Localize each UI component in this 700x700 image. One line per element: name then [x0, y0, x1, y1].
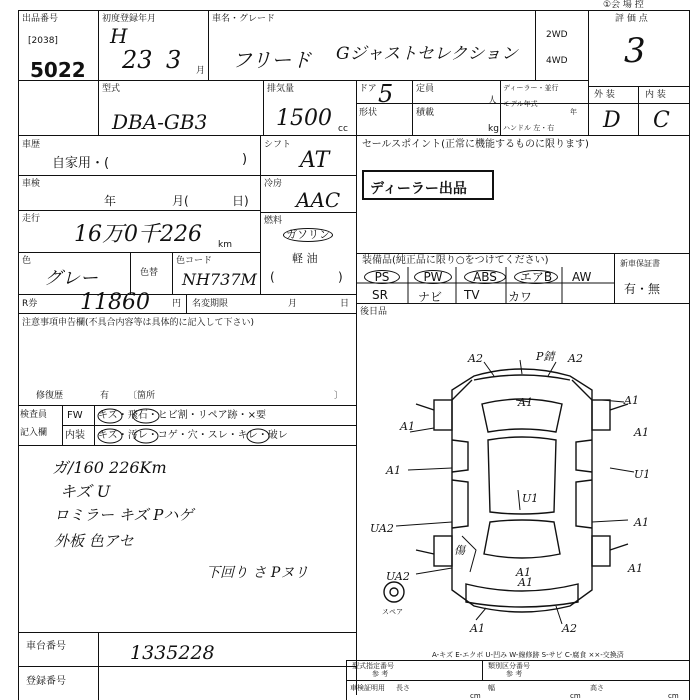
frame-left-line [18, 10, 19, 700]
mark-rear-gate: A1 [516, 566, 531, 579]
mark-rear-glass: A1 [518, 576, 533, 589]
lot-label: 出品番号 [22, 14, 59, 24]
transfer-month: 月 [288, 299, 298, 309]
car-diagram [356, 340, 689, 640]
model-name: フリード [232, 48, 312, 72]
note-line-2: キズ U [60, 482, 111, 501]
int-yogore-circle [134, 429, 158, 443]
pointer-rear [476, 490, 562, 624]
venue-label: ①会 場 控 [603, 0, 644, 10]
divider [346, 660, 689, 661]
recycle-value: 11860 [80, 290, 150, 315]
recycle-label: R券 [22, 299, 38, 309]
inspection-year: 年 [104, 194, 117, 208]
inspection-label: 車検 [22, 179, 41, 189]
spare-tire-hub [390, 588, 398, 596]
divider [18, 252, 260, 253]
interior-label: 内 装 [645, 90, 666, 100]
repair-place: 〔箇所 [128, 391, 156, 401]
fw-kizu-circle [98, 409, 122, 423]
mark-right-mirror: A1 [634, 426, 649, 439]
mark-right-rear-door: A1 [634, 516, 649, 529]
sales-point-label: セールスポイント(正常に機能するものに限ります) [362, 139, 589, 150]
right-rear-door [576, 480, 592, 528]
later-label: 後日品 [360, 307, 388, 317]
mark-front-rust: P錆 [536, 350, 555, 363]
front-right-wheel [592, 400, 610, 430]
lot-number: 5022 [30, 58, 86, 82]
sales-point-tag-text: ディーラー出品 [370, 181, 467, 197]
month-unit: 月 [196, 66, 206, 76]
frame-right-line [689, 10, 690, 700]
divider [172, 252, 173, 294]
equip-pw[interactable]: PW [414, 270, 452, 284]
class-cert-label: 類別区分番号 [488, 662, 530, 670]
divider [18, 666, 356, 667]
equip-leather[interactable]: カワ [508, 290, 533, 304]
dealer-label: ディーラー・並行 [503, 84, 559, 92]
mileage-label: 走行 [22, 214, 41, 224]
cooling-label: 冷房 [264, 179, 283, 189]
color-code-label: 色コード [176, 256, 213, 266]
equip-sr[interactable]: SR [372, 288, 388, 302]
length-label: 長さ [396, 684, 410, 692]
mark-front-right: A2 [568, 352, 583, 365]
equip-aw[interactable]: AW [572, 270, 592, 284]
spare-label: スペア [382, 608, 403, 616]
history-close: ) [242, 152, 248, 167]
fuel-label: 燃料 [264, 216, 283, 226]
exterior-score: D [603, 108, 621, 133]
exterior-label: 外 装 [594, 90, 615, 100]
color-label: 色 [22, 256, 32, 266]
equipment-grid [356, 253, 689, 303]
class-cert-ref: 参 考 [506, 670, 523, 678]
divider [346, 680, 689, 681]
type-cert-label: 型式指定番号 [352, 662, 394, 670]
repair-label: 修復歴 [36, 391, 64, 401]
note-line-1: ガ/160 226Km [52, 458, 167, 477]
sales-point-tag [362, 170, 494, 200]
first-reg-label: 初度登録年月 [102, 14, 157, 24]
cert-size-label: 車検証明用 [350, 684, 385, 692]
displacement-value: 1500 [276, 106, 332, 131]
mark-roof: U1 [522, 492, 539, 505]
note-line-4: 外板 色アセ [54, 532, 134, 550]
divider [535, 10, 536, 80]
divider [346, 660, 347, 700]
divider [18, 135, 689, 136]
door-label: ドア [359, 84, 377, 94]
divider [588, 10, 589, 135]
inspector-label-1: 検査員 [20, 410, 48, 420]
transfer-label: 名変期限 [192, 299, 229, 309]
displacement-label: 排気量 [267, 84, 295, 94]
mark-rear-right: A2 [562, 622, 577, 635]
registration-label: 登録番号 [26, 676, 66, 687]
era-value: H [110, 24, 128, 48]
fuel-gasoline-circle: ガソリン [283, 228, 333, 242]
fw-tobiishi-circle [133, 409, 159, 423]
right-front-door [576, 440, 592, 472]
rear-left-wheel [434, 536, 452, 566]
divider [18, 313, 356, 314]
width-label: 幅 [488, 684, 495, 692]
divider [18, 632, 356, 633]
mark-left-mirror: A1 [400, 420, 415, 433]
history-label: 車歴 [22, 140, 41, 150]
equip-ps[interactable]: PS [364, 270, 400, 284]
divider [18, 294, 356, 295]
divider [260, 135, 261, 295]
equip-navi[interactable]: ナビ [418, 290, 443, 304]
shift-value: AT [300, 148, 330, 173]
drive-2wd: 2WD [546, 30, 568, 40]
divider [18, 210, 260, 211]
divider [356, 80, 357, 135]
height-unit: cm [668, 692, 679, 700]
width-unit: cm [570, 692, 581, 700]
equip-abs[interactable]: ABS [464, 270, 506, 284]
model-label: 車名・グレード [212, 14, 276, 24]
note-line-5: 下回り さ Pヌリ [206, 565, 309, 581]
load-unit: kg [488, 124, 499, 134]
fw-label: FW [67, 410, 83, 421]
front-bumper [474, 375, 570, 380]
divider [98, 10, 99, 135]
pointer-sides [396, 400, 634, 574]
inspection-month: 月( [172, 194, 189, 208]
equip-tv[interactable]: TV [464, 288, 480, 302]
transfer-day: 日 [340, 299, 350, 309]
capacity-unit: 人 [488, 96, 498, 106]
divider [130, 252, 131, 294]
spare-tire [384, 582, 404, 602]
repair-close: 〕 [334, 391, 344, 401]
shape-label: 形状 [359, 108, 378, 118]
score-value: 3 [624, 31, 646, 71]
checklist-circles [96, 406, 356, 446]
height-label: 高さ [590, 684, 604, 692]
divider [263, 80, 264, 135]
warranty-label: 新車保証書 [620, 259, 660, 268]
color-value: グレー [44, 268, 98, 289]
month-value: 3 [166, 46, 182, 74]
door-value: 5 [378, 80, 394, 108]
int-kizu-circle [98, 429, 122, 443]
handle-label: ハンドル 左・右 [503, 124, 555, 132]
divider [186, 294, 187, 313]
divider [260, 212, 356, 213]
mark-left-rear-door: UA2 [370, 522, 394, 535]
divider [412, 80, 413, 135]
fuel-diesel: 軽 油 [292, 252, 318, 265]
mark-windshield: A1 [518, 396, 533, 409]
diagram-legend: A-キズ E-エクボ U-凹み W-線修跡 S-サビ C-腐食 ××-交換済 [432, 651, 624, 659]
mileage-unit: km [218, 240, 232, 250]
rear-window [484, 520, 560, 558]
score-label: 評 価 点 [615, 14, 648, 24]
inspector-label-2: 記入欄 [20, 428, 48, 438]
divider [208, 10, 209, 80]
divider [98, 632, 99, 700]
repair-value: 有 [100, 391, 110, 401]
mark-right-quarter: A1 [628, 562, 643, 575]
int-sure-circle [247, 429, 269, 443]
divider [18, 80, 588, 81]
int-items: キズ・汚レ・コゲ・穴・スレ・キレ・破レ [98, 430, 288, 441]
frame-top-line [18, 10, 690, 11]
rear-right-wheel [592, 536, 610, 566]
mark-right-fender: A1 [624, 394, 639, 407]
interior-score: C [653, 108, 670, 133]
equip-airbag[interactable]: エアB [514, 270, 558, 284]
shift-label: シフト [264, 140, 292, 150]
mileage-value: 16万0千226 [74, 222, 202, 247]
recycle-unit: 円 [172, 299, 182, 309]
inspection-day: 日) [232, 194, 249, 208]
mark-right-front-door: U1 [634, 468, 651, 481]
model-year-unit: 年 [570, 108, 577, 116]
year-value: 23 [122, 46, 153, 74]
divider [482, 660, 483, 680]
equipment-label: 装備品(純正品に限り○をつけてください) [362, 255, 549, 266]
lot-sub: [2038] [28, 36, 58, 46]
load-label: 積載 [416, 108, 435, 118]
mark-left-quarter: UA2 [386, 570, 410, 583]
fuel-other-close: ) [338, 270, 343, 284]
frame-number-value: 1335228 [130, 642, 215, 664]
grade-value: Gジャストセレクション [336, 44, 519, 64]
color-code-value: NH737M [182, 270, 257, 289]
drive-4wd: 4WD [546, 56, 568, 66]
mark-rear-left: A1 [470, 622, 485, 635]
warranty-value: 有・無 [624, 282, 661, 296]
divider [18, 175, 356, 176]
side-mirrors [416, 404, 628, 554]
left-rear-door [452, 480, 468, 528]
model-year-label: モデル年式 [503, 100, 538, 108]
capacity-label: 定員 [416, 84, 435, 94]
fuel-gasoline[interactable] [283, 228, 333, 242]
divider [638, 86, 639, 135]
note-line-3: ロミラー キズ Pハゲ [54, 506, 194, 524]
frame-number-label: 車台番号 [26, 641, 66, 652]
fw-items: キズ・飛石・ヒビ割・リペア跡・×要 [98, 410, 266, 421]
mark-front-left: A2 [468, 352, 483, 365]
notes-label: 注意事項申告欄(不具合内容等は具体的に記入して下さい) [22, 318, 255, 328]
displacement-unit: cc [338, 124, 348, 134]
left-front-door [452, 440, 468, 472]
length-unit: cm [470, 692, 481, 700]
int-label: 内装 [65, 430, 85, 441]
type-value: DBA-GB3 [112, 110, 208, 134]
fuel-other-open: ( [270, 270, 275, 284]
mark-left-front-door: A1 [386, 464, 401, 477]
type-cert-ref: 参 考 [372, 670, 389, 678]
cooling-value: AAC [296, 188, 341, 212]
color-change-label: 色替 [140, 268, 159, 278]
front-left-wheel [434, 400, 452, 430]
type-label: 型式 [102, 84, 121, 94]
divider [500, 80, 501, 135]
mark-scratch: 傷 [454, 544, 465, 557]
history-value: 自家用・( [52, 156, 110, 171]
